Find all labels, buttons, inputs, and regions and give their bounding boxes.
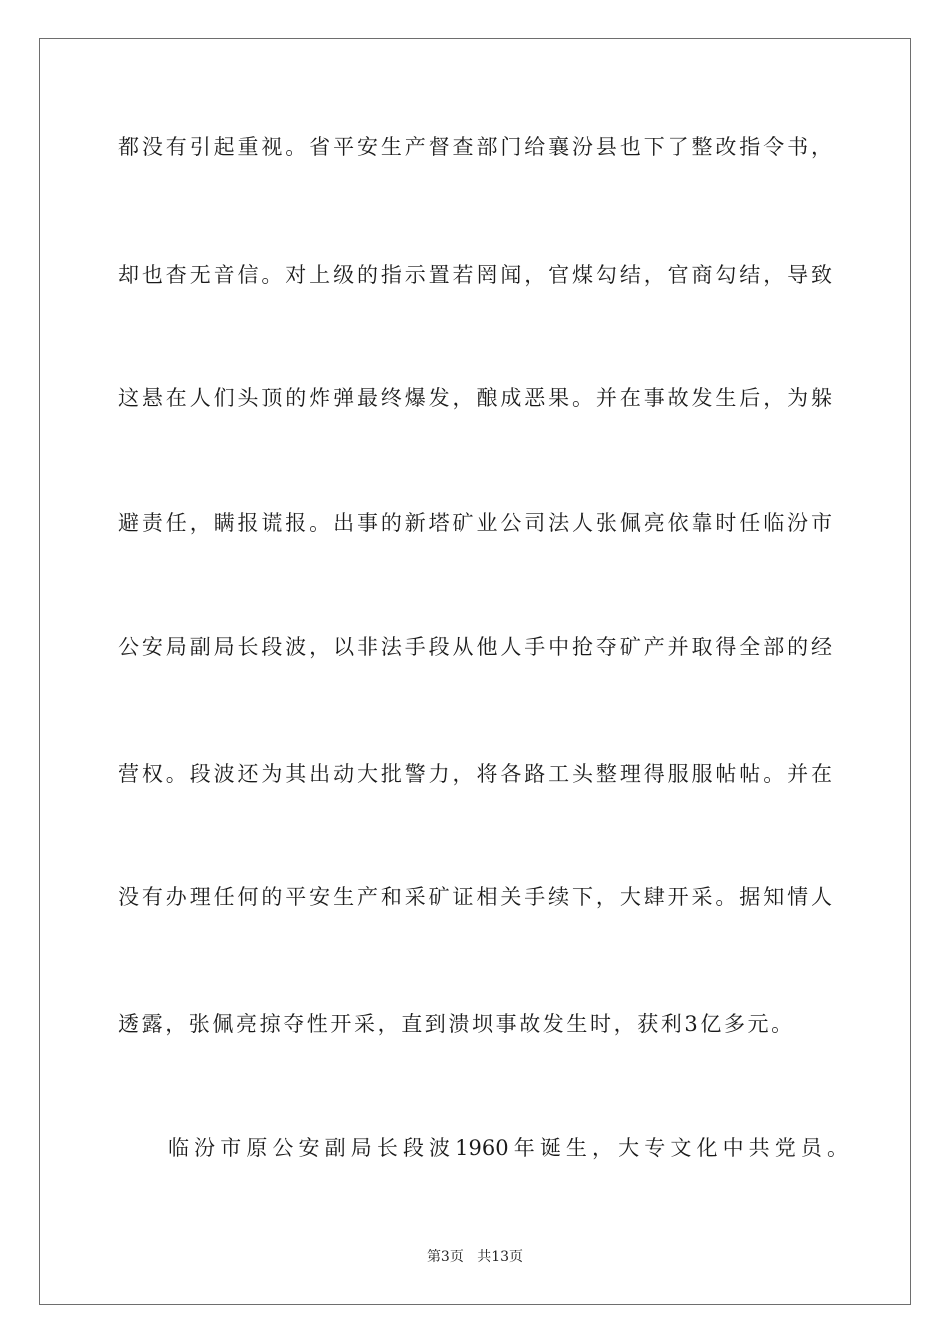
body-line-5: 公安局副局长段波，以非法手段从他人手中抢夺矿产并取得全部的经 — [118, 635, 832, 659]
page-border — [39, 38, 911, 1305]
body-line-7: 没有办理任何的平安生产和采矿证相关手续下，大肆开采。据知情人 — [118, 885, 832, 909]
page-number: 第3页 — [426, 1249, 464, 1265]
body-line-8: 透露，张佩亮掠夺性开采，直到溃坝事故发生时，获利3亿多元。 — [118, 1012, 795, 1036]
body-line-4: 避责任，瞒报谎报。出事的新塔矿业公司法人张佩亮依靠时任临汾市 — [118, 511, 832, 535]
body-line-9: 临汾市原公安副局长段波1960年诞生，大专文化中共党员。 — [168, 1136, 848, 1160]
body-line-6: 营权。段波还为其出动大批警力，将各路工头整理得服服帖帖。并在 — [118, 762, 832, 786]
page-total: 共13页 — [477, 1249, 524, 1265]
body-line-2: 却也杳无音信。对上级的指示置若罔闻，官煤勾结，官商勾结，导致 — [118, 263, 832, 287]
page-footer — [0, 1247, 950, 1267]
body-line-3: 这悬在人们头顶的炸弹最终爆发，酿成恶果。并在事故发生后，为躲 — [118, 386, 832, 410]
body-line-1: 都没有引起重视。省平安生产督查部门给襄汾县也下了整改指令书， — [118, 135, 832, 159]
